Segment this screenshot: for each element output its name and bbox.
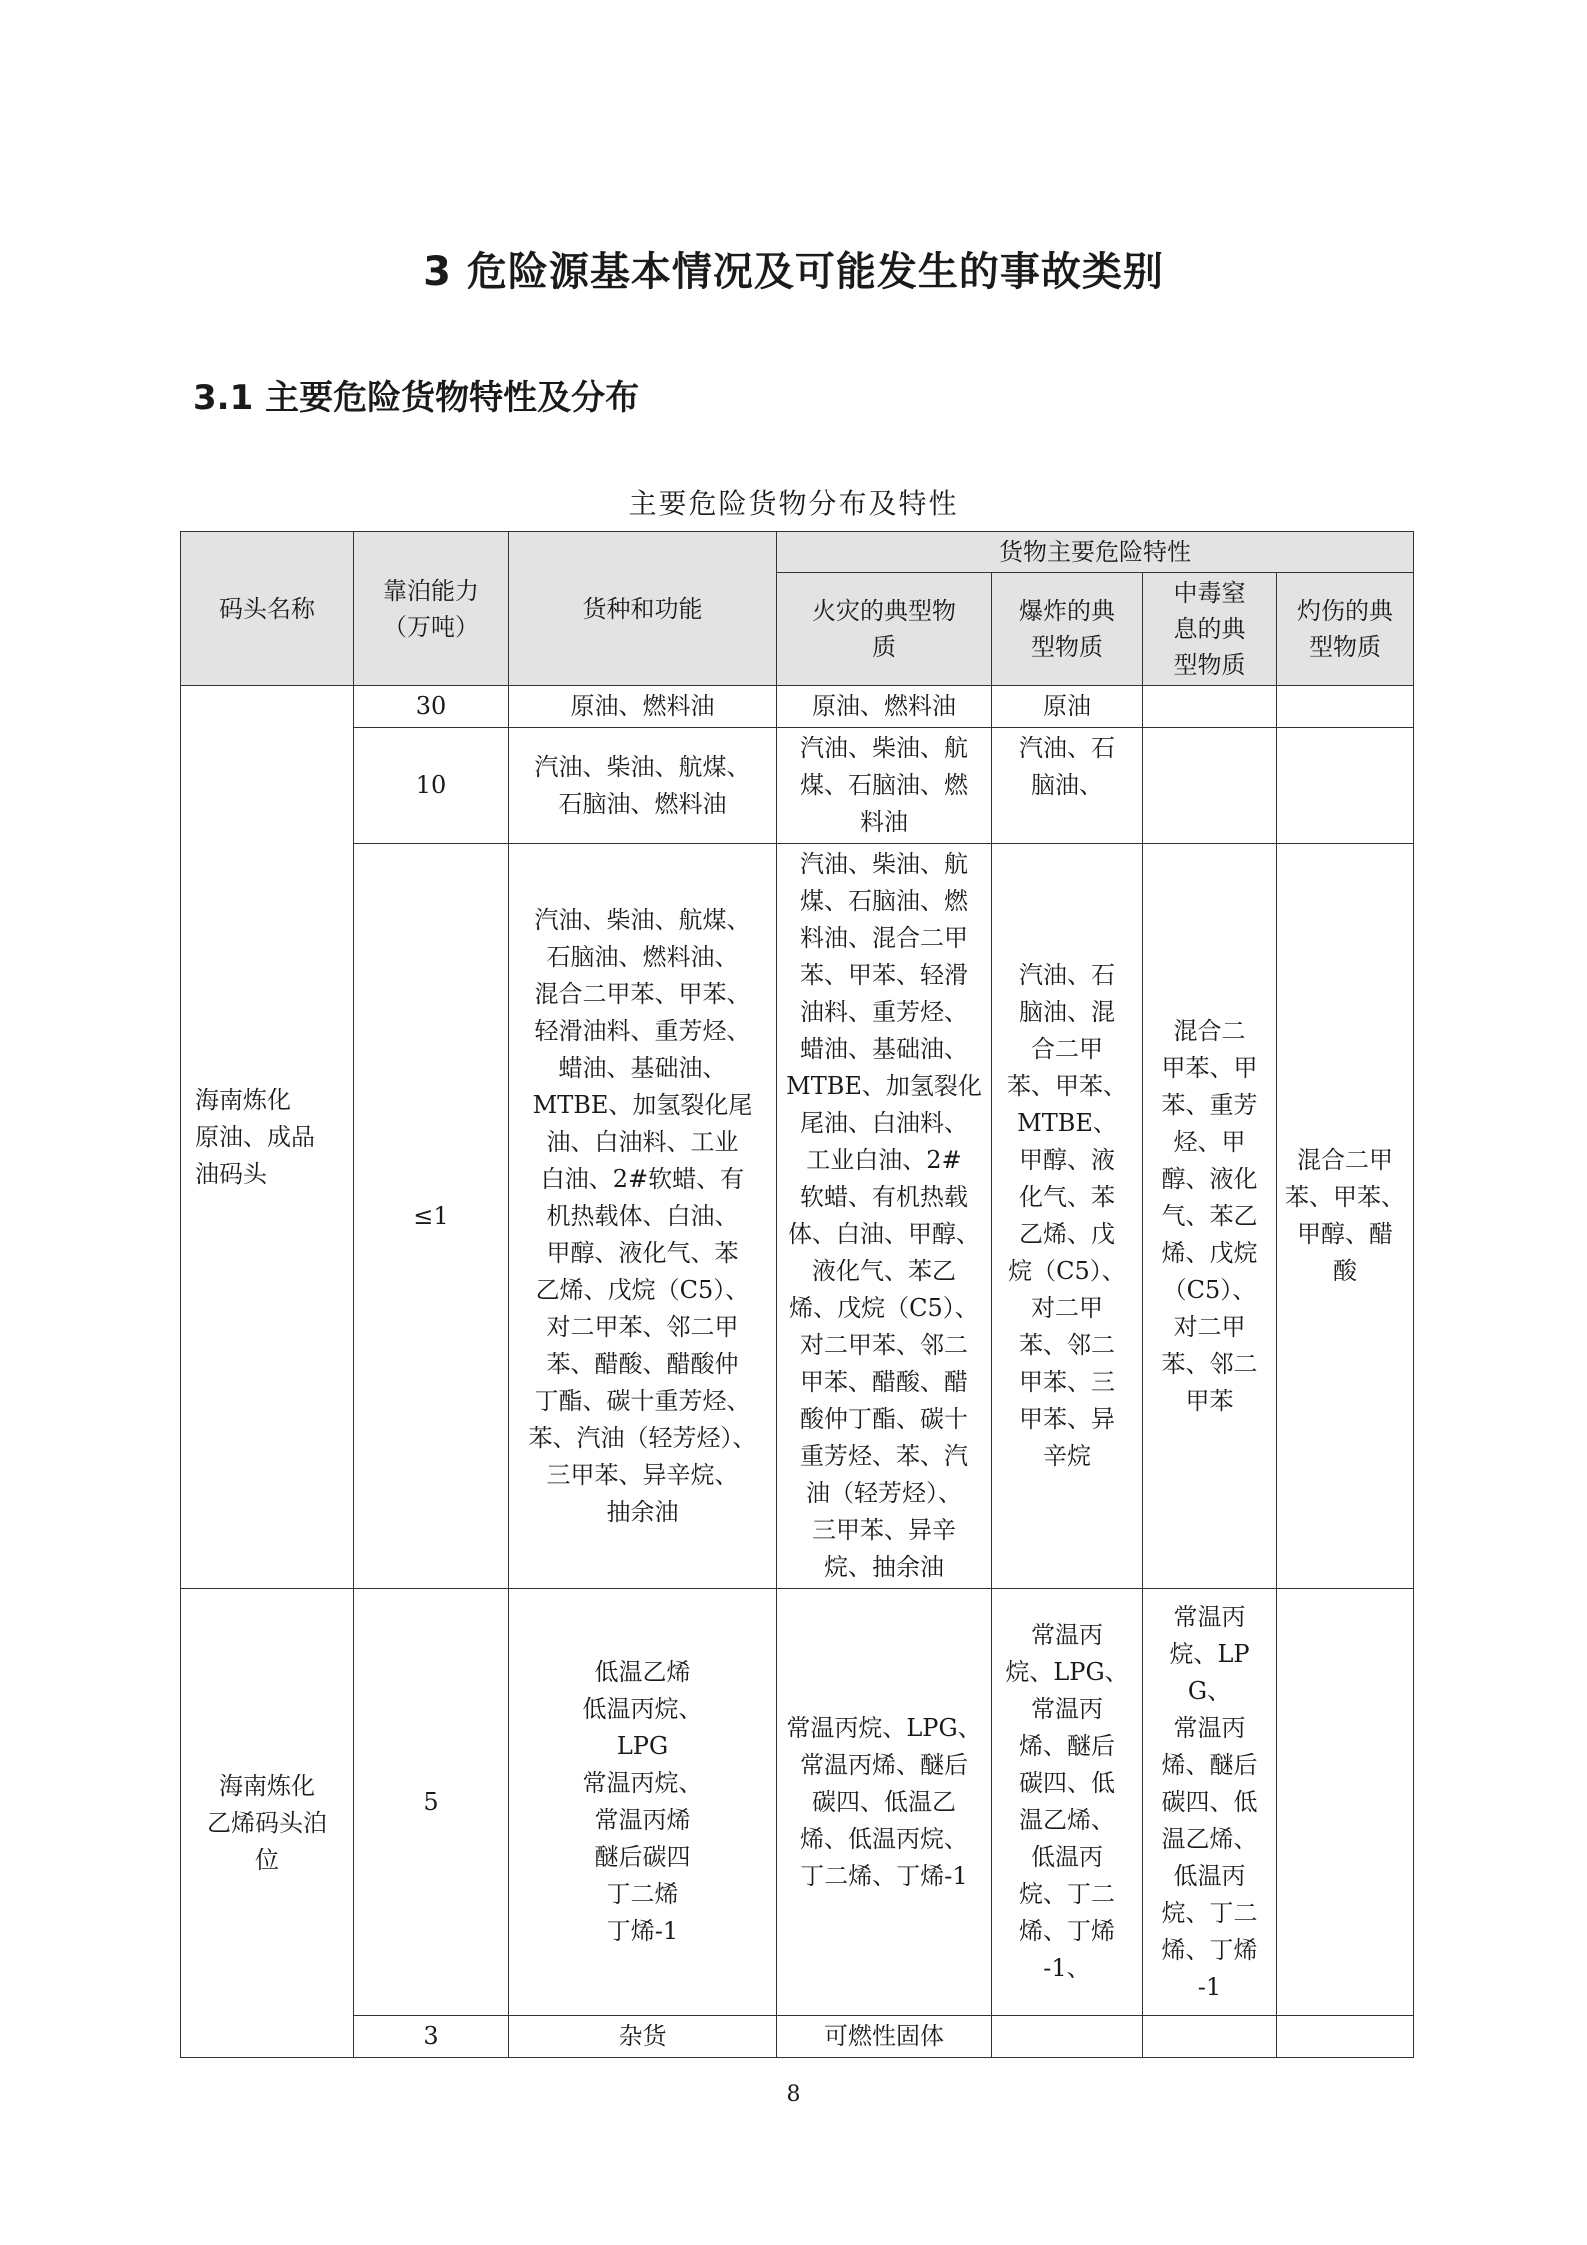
header-cargo-type: 货种和功能: [509, 532, 777, 686]
poison-cell: [1143, 2016, 1277, 2058]
poison-cell: [1143, 686, 1277, 728]
hazardous-cargo-table: [180, 531, 1414, 2058]
capacity-cell: 3: [354, 2016, 509, 2058]
table-caption: 主要危险货物分布及特性: [628, 487, 959, 520]
capacity-cell: 10: [354, 728, 509, 844]
subsection-heading: 3.1 主要危险货物特性及分布: [193, 378, 640, 418]
burn-cell: 混合二甲 苯、甲苯、 甲醇、醋 酸: [1277, 844, 1414, 1589]
header-terminal-name: 码头名称: [181, 532, 354, 686]
fire-cell: 汽油、柴油、航 煤、石脑油、燃 料油、混合二甲 苯、甲苯、轻滑 油料、重芳烃、 蜡油、基础油、 MTBE、加氢裂化 尾油、白油料、 工业白油、2# 软蜡、有机热载 体、白油、甲醇、 液化气、苯乙 烯、戊烷（C5）、 对二甲苯、邻二 甲苯、醋酸、醋 酸仲丁酯、碳十 重芳烃、苯、汽 油（轻芳烃）、 三甲苯、异辛 烷、抽余油: [777, 844, 992, 1589]
header-hazard-characteristics: 货物主要危险特性: [777, 532, 1414, 573]
fire-cell: 汽油、柴油、航 煤、石脑油、燃 料油: [777, 728, 992, 844]
cargo-cell: 杂货: [509, 2016, 777, 2058]
explosion-cell: 汽油、石 脑油、: [992, 728, 1143, 844]
burn-cell: [1277, 728, 1414, 844]
explosion-cell: 原油: [992, 686, 1143, 728]
table-row: [181, 728, 1414, 844]
explosion-cell: 常温丙 烷、LPG、 常温丙 烯、醚后 碳四、低 温乙烯、 低温丙 烷、丁二 烯、丁烯 -1、: [992, 1589, 1143, 2016]
header-burn-substances: 灼伤的典 型物质: [1277, 573, 1414, 686]
fire-cell: 常温丙烷、LPG、 常温丙烯、醚后 碳四、低温乙 烯、低温丙烷、 丁二烯、丁烯-1: [777, 1589, 992, 2016]
table-row: [181, 844, 1414, 1589]
cargo-cell: 汽油、柴油、航煤、 石脑油、燃料油: [509, 728, 777, 844]
table-row: [181, 686, 1414, 728]
burn-cell: [1277, 1589, 1414, 2016]
cargo-cell: 汽油、柴油、航煤、 石脑油、燃料油、 混合二甲苯、甲苯、 轻滑油料、重芳烃、 蜡油、基础油、 MTBE、加氢裂化尾 油、白油料、工业 白油、2#软蜡、有 机热载体、白油、 甲醇、液化气、苯 乙烯、戊烷（C5）、 对二甲苯、邻二甲 苯、醋酸、醋酸仲 丁酯、碳十重芳烃、 苯、汽油（轻芳烃）、 三甲苯、异辛烷、 抽余油: [509, 844, 777, 1589]
fire-cell: 可燃性固体: [777, 2016, 992, 2058]
header-explosion-substances: 爆炸的典 型物质: [992, 573, 1143, 686]
poison-cell: 常温丙 烷、LPG、 常温丙 烯、醚后 碳四、低 温乙烯、 低温丙 烷、丁二 烯、丁烯 -1: [1143, 1589, 1277, 2016]
explosion-cell: [992, 2016, 1143, 2058]
terminal-name-cell: 海南炼化 乙烯码头泊 位: [181, 1589, 354, 2058]
capacity-cell: ≤1: [354, 844, 509, 1589]
cargo-cell: 原油、燃料油: [509, 686, 777, 728]
terminal-name-cell: 海南炼化 原油、成品 油码头: [181, 686, 354, 1589]
page-number: 8: [786, 2082, 801, 2107]
poison-cell: [1143, 728, 1277, 844]
fire-cell: 原油、燃料油: [777, 686, 992, 728]
header-fire-substances: 火灾的典型物 质: [777, 573, 992, 686]
burn-cell: [1277, 2016, 1414, 2058]
capacity-cell: 30: [354, 686, 509, 728]
table-row: [181, 2016, 1414, 2058]
capacity-cell: 5: [354, 1589, 509, 2016]
header-berth-capacity: 靠泊能力 （万吨）: [354, 532, 509, 686]
header-poison-substances: 中毒窒 息的典 型物质: [1143, 573, 1277, 686]
section-heading: 3 危险源基本情况及可能发生的事故类别: [423, 249, 1164, 295]
poison-cell: 混合二 甲苯、甲 苯、重芳 烃、甲 醇、液化 气、苯乙 烯、戊烷 （C5）、 对二甲 苯、邻二 甲苯: [1143, 844, 1277, 1589]
cargo-cell: 低温乙烯 低温丙烷、 LPG 常温丙烷、 常温丙烯 醚后碳四 丁二烯 丁烯-1: [509, 1589, 777, 2016]
burn-cell: [1277, 686, 1414, 728]
table-row: [181, 1589, 1414, 2016]
explosion-cell: 汽油、石 脑油、混 合二甲 苯、甲苯、 MTBE、 甲醇、液 化气、苯 乙烯、戊 烷（C5）、 对二甲 苯、邻二 甲苯、三 甲苯、异 辛烷: [992, 844, 1143, 1589]
